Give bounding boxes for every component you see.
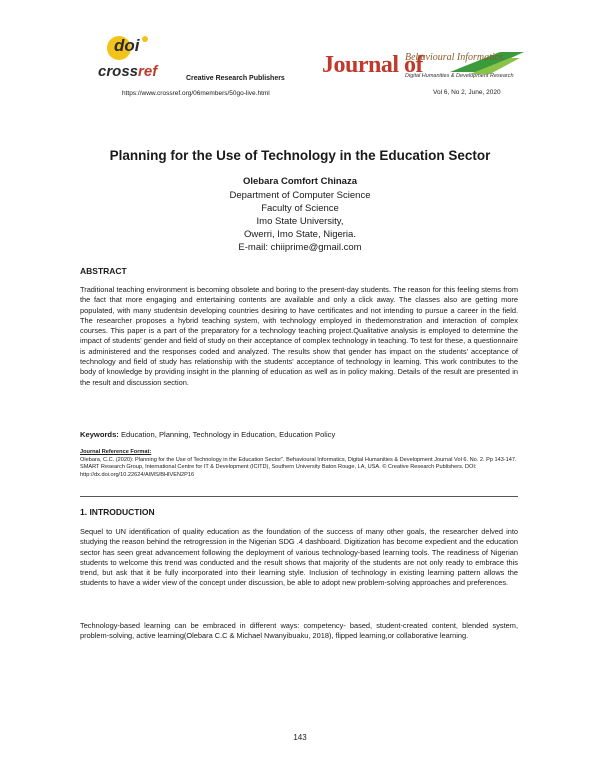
affiliation-department: Department of Computer Science — [229, 190, 371, 201]
abstract-heading: ABSTRACT — [80, 266, 127, 276]
journal-logo-subtitle-2: Digital Humanities & Development Research — [405, 73, 514, 79]
intro-paragraph-2: Technology-based learning can be embraced in different ways: competency- based, student-created content, blended system, problem-solving, active learning(Olebara C.C & Michael Nwanyibuaku, 2018), flipped learning,or collaborative learning. — [80, 621, 518, 641]
affiliation-location: Owerri, Imo State, Nigeria. — [244, 229, 356, 240]
publisher-name: Creative Research Publishers — [186, 75, 285, 82]
reference-text: Olebara, C.C. (2020): Planning for the Use of Technology in the Education Sector". Behavioural Informatics, Digital Humanities & Development Journal Vol 6. No. 2. Pp 143-147. SMART Research Group, International Centre for IT & Development (ICITD), Southern University Baton Rouge, LA, USA. © Creative Research Publishers. DOI: http://dx.doi.org/10.22624/AIMS/BHIVEN2P16 — [80, 456, 517, 478]
journal-logo-subtitle: Behavioural Informatics — [405, 52, 504, 63]
keywords-text: Education, Planning, Technology in Education, Education Policy — [120, 430, 336, 439]
paper-title: Planning for the Use of Technology in the Education Sector — [109, 148, 491, 163]
affiliation-university: Imo State University, — [256, 216, 344, 227]
journal-reference-block — [80, 449, 518, 479]
intro-heading: 1. INTRODUCTION — [80, 507, 155, 517]
intro-paragraph-1: Sequel to UN identification of quality education as the foundation of the success of many other goals, the researcher delved into studying the reason behind the retrogression in the Nigerian SDG .4 dashboard. Digitization has become expedient and the education sector has seen great advancement following the deployment of various technology-based learning tools. The readiness of Nigerian students to welcome this trend was conducted and the result shows that majority of the students are not only ready to embrace this trend, but ask that it be fully incorporated into their learning style. Inclusion of technology in existing learning pattern allows the students to have a wider view of the concept under discussion, be able to adopt new problem-solving approaches and preferences. — [80, 527, 518, 588]
divider — [80, 496, 518, 497]
volume-info: Vol 6, No 2, June, 2020 — [433, 89, 501, 96]
abstract-text: Traditional teaching environment is becoming obsolete and boring to the present-day students. The reason for this feeling stems from the fact that more engaging and entertaining contents are available and only a click away. The classes also are getting more populated, with many studentsin developing countries desiring to have certificates and not intending to pursue a career in the field. The researcher proposes a hybrid teaching system, with technology employed in thedemonstration and interaction of complex courses. This paper is a part of the preparatory for a technology teaching project.Qualitative analysis is employed to determine the impact of students' gender and field of study on their acceptance of complex technology in teaching. To test for these, a questionnaire is administered and the responses coded and analyzed. The results show that gender has impact on the students' acceptance of technology and field of study has relationship with the students' acceptance of technology in learning. This work contributes to the body of knowledge by providing insight in the planning of education as well as in policy making. Details of the result are presented in the result and discussion section. — [80, 285, 518, 387]
journal-logo-main: Journal of — [322, 52, 424, 78]
author-name: Olebara Comfort Chinaza — [242, 176, 358, 187]
reference-heading: Journal Reference Format: — [80, 449, 152, 455]
affiliation-faculty: Faculty of Science — [261, 203, 339, 214]
crossref-url[interactable]: https://www.crossref.org/06members/50go-live.html — [122, 90, 270, 97]
crossref-logo: crossref — [98, 63, 158, 80]
page-number: 143 — [293, 733, 307, 742]
author-email: E-mail: chiiprime@gmail.com — [238, 242, 362, 253]
keywords-line — [80, 430, 518, 439]
doi-logo-text: doi — [114, 36, 140, 55]
keywords-label: Keywords: — [80, 430, 119, 439]
